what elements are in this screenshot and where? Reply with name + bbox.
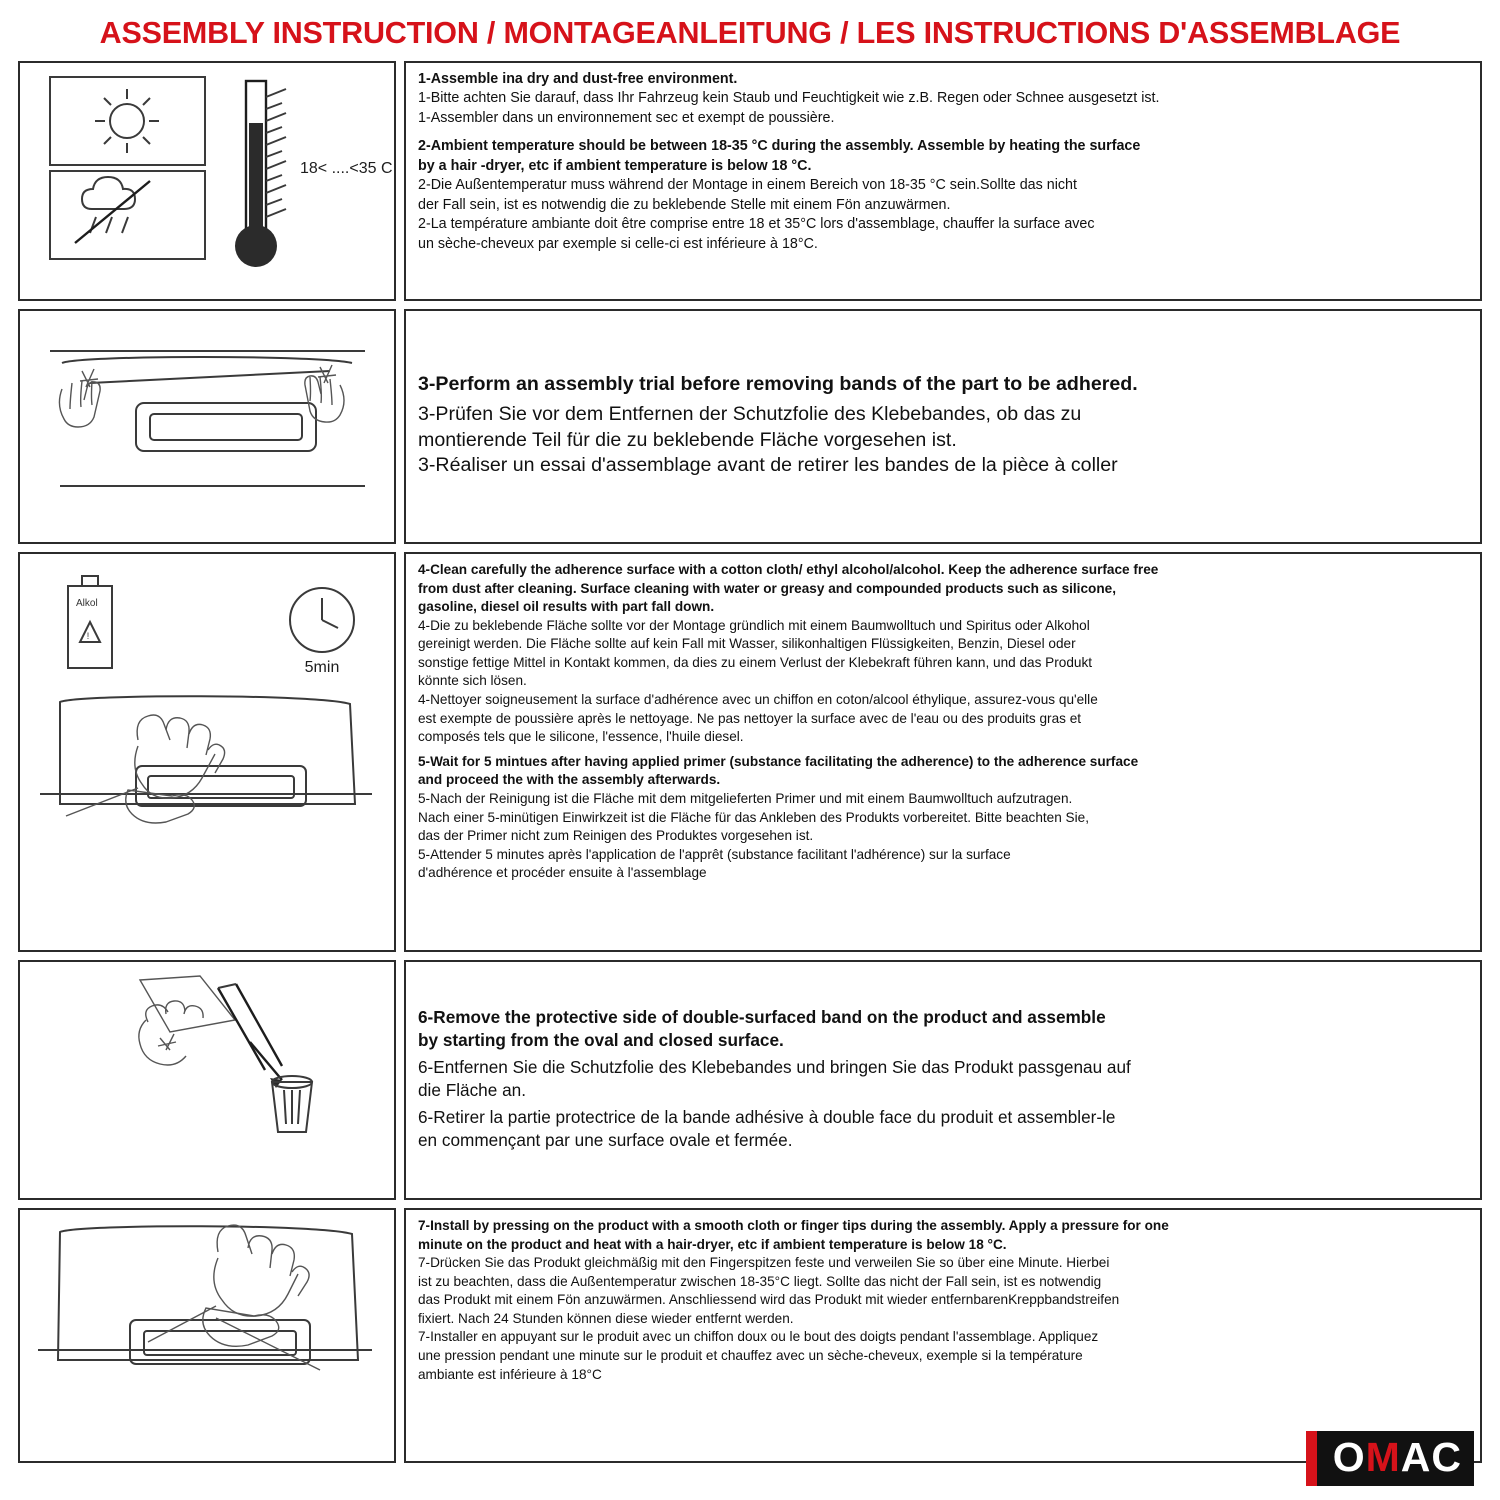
step-4-fr-1: 4-Nettoyer soigneusement la surface d'adhérence avec un chiffon en coton/alcool éthylique, assurez-vous qu'elle (418, 692, 1098, 708)
step-6-en-2: by starting from the oval and closed surface. (418, 1030, 784, 1051)
step-7-en-1: 7-Install by pressing on the product with a smooth cloth or finger tips during the assembly. Apply a pressure for one (418, 1218, 1169, 1233)
logo-letters-ac: AC (1400, 1434, 1462, 1480)
step-5-fr-1: 5-Attender 5 minutes après l'application de l'apprêt (substance facilitant l'adhérence) sur la surface (418, 846, 1011, 862)
step-7-fr-2: une pression pendant une minute sur le produit et chauffez avec un sèche-cheveux, exemple si la température (418, 1348, 1083, 1364)
step-2-de-1: 2-Die Außentemperatur muss während der Montage in einem Bereich von 18-35 °C sein.Sollte das nicht (418, 177, 1077, 194)
step-5-en-1: 5-Wait for 5 mintues after having applied primer (substance facilitating the adherence) to the adherence surface (418, 753, 1139, 769)
step-4-de-1: 4-Die zu beklebende Fläche sollte vor der Montage gründlich mit einem Baumwolltuch und Spiritus oder Alkohol (418, 617, 1090, 633)
step-4-de-4: könnte sich lösen. (418, 673, 527, 689)
step-row-6 (18, 960, 1482, 1200)
step-4-en-3: gasoline, diesel oil results with part fall down. (418, 599, 715, 615)
step-2-en-1: 2-Ambient temperature should be between 18-35 °C during the assembly. Assemble by heating the surface (418, 138, 1141, 155)
step-text-1-2 (404, 61, 1482, 301)
step-text-7 (404, 1208, 1482, 1463)
step-3-de-1: 3-Prüfen Sie vor dem Entfernen der Schutzfolie des Klebebandes, ob das zu (418, 402, 1082, 425)
step-5-de-3: das der Primer nicht zum Reinigen des Produktes vorgesehen ist. (418, 828, 814, 844)
step-4-de-2: gereinigt werden. Die Fläche sollte auf kein Fall mit Wasser, silikonhaltigen Flüssigkeiten, Benzin, Diesel oder (418, 636, 1076, 652)
step-2-en-2: by a hair -dryer, etc if ambient temperature is below 18 °C. (418, 157, 812, 174)
svg-text:!: ! (86, 631, 90, 641)
step-2-fr-2: un sèche-cheveux par exemple si celle-ci est inférieure à 18°C. (418, 235, 818, 252)
logo-letter-m: M (1365, 1434, 1401, 1480)
step-3-fr: 3-Réaliser un essai d'assemblage avant de retirer les bandes de la pièce à coller (418, 454, 1118, 477)
logo-text (1317, 1431, 1474, 1486)
temperature-range-label: 18< ....<35 C (300, 160, 393, 177)
step-6-de-2: die Fläche an. (418, 1080, 526, 1100)
step-7-de-1: 7-Drücken Sie das Produkt gleichmäßig mit den Fingerspitzen feste und verweilen Sie so über eine Minute. Hierbei (418, 1255, 1110, 1271)
step-5-de-2: Nach einer 5-minütigen Einwirkzeit ist die Fläche für das Ankleben des Produkts vorbereitet. Bitte beachten Sie, (418, 809, 1089, 825)
logo-red-bar (1306, 1431, 1317, 1486)
logo-letter-o: O (1332, 1434, 1366, 1480)
step-6-fr-2: en commençant par une surface ovale et fermée. (418, 1129, 793, 1150)
step-7-fr-3: ambiante est inférieure à 18°C (418, 1366, 602, 1382)
step-5-fr-2: d'adhérence et procéder ensuite à l'assemblage (418, 865, 707, 881)
step-7-de-2: ist zu beachten, dass die Außentemperatur zwischen 18-35°C liegt. Sollte das nicht der Fall sein, ist es notwendig (418, 1273, 1102, 1289)
figure-1 (18, 61, 396, 301)
step-4-en-1: 4-Clean carefully the adherence surface with a cotton cloth/ ethyl alcohol/alcohol. Keep the adherence surface free (418, 562, 1159, 577)
figure-3 (18, 552, 396, 952)
step-text-6 (404, 960, 1482, 1200)
step-row-1 (18, 61, 1482, 301)
step-1-fr: 1-Assembler dans un environnement sec et exempt de poussière. (418, 109, 835, 126)
step-3-en: 3-Perform an assembly trial before removing bands of the part to be adhered. (418, 372, 1138, 395)
step-row-7 (18, 1208, 1482, 1463)
step-5-en-2: and proceed the with the assembly afterwards. (418, 772, 721, 788)
step-5-de-1: 5-Nach der Reinigung ist die Fläche mit dem mitgelieferten Primer und mit einem Baumwolltuch aufzutragen. (418, 790, 1073, 806)
step-4-en-2: from dust after cleaning. Surface cleaning with water or greasy and compounded products such as silicone, (418, 580, 1116, 596)
timer-label: 5min (304, 659, 340, 676)
step-2-de-2: der Fall sein, ist es notwendig die zu beklebende Stelle mit einem Fön anzuwärmen. (418, 196, 951, 213)
step-7-fr-1: 7-Installer en appuyant sur le produit avec un chiffon doux ou le bout des doigts pendant l'assemblage. Appliquez (418, 1329, 1099, 1345)
step-text-3 (404, 309, 1482, 544)
step-7-de-3: das Produkt mit einem Fön anzuwärmen. Anschliessend wird das Produkt mit wieder entfernbarenKreppbandstreifen (418, 1292, 1120, 1308)
step-4-fr-3: composés tels que le silicone, l'essence, l'huile diesel. (418, 729, 744, 745)
step-row-3 (18, 309, 1482, 544)
step-3-de-2: montierende Teil für die zu beklebende Fläche vorgesehen ist. (418, 428, 957, 451)
figure-4 (18, 960, 396, 1200)
step-1-en: 1-Assemble ina dry and dust-free environment. (418, 71, 738, 87)
figure-5 (18, 1208, 396, 1463)
page-title: ASSEMBLY INSTRUCTION / MONTAGEANLEITUNG / LES INSTRUCTIONS D'ASSEMBLAGE (99, 16, 1401, 50)
step-6-en-1: 6-Remove the protective side of double-surfaced band on the product and assemble (418, 1007, 1106, 1028)
step-1-de: 1-Bitte achten Sie darauf, dass Ihr Fahrzeug kein Staub und Feuchtigkeit wie z.B. Regen oder Schnee ausgesetzt ist. (418, 90, 1160, 107)
step-row-4-5 (18, 552, 1482, 952)
figure-2 (18, 309, 396, 544)
omac-logo (1306, 1431, 1474, 1486)
alcohol-bottle-label: Alkol (76, 598, 98, 609)
step-6-de-1: 6-Entfernen Sie die Schutzfolie des Klebebandes und bringen Sie das Produkt passgenau auf (418, 1057, 1131, 1078)
step-4-de-3: sonstige fettige Mittel in Kontakt kommen, da dies zu einem Verlust der Klebekraft führen kann, und das Produkt (418, 654, 1093, 670)
step-2-fr-1: 2-La température ambiante doit être comprise entre 18 et 35°C lors d'assemblage, chauffer la surface avec (418, 216, 1095, 233)
step-7-de-4: fixiert. Nach 24 Stunden können diese wieder entfernt werden. (418, 1310, 794, 1326)
step-4-fr-2: est exempte de poussière après le nettoyage. Ne pas nettoyer la surface avec de l'eau ou des produits gras et (418, 710, 1082, 726)
step-6-fr-1: 6-Retirer la partie protectrice de la bande adhésive à double face du produit et assembler-le (418, 1106, 1116, 1127)
step-7-en-2: minute on the product and heat with a hair-dryer, etc if ambient temperature is below 18 °C. (418, 1236, 1007, 1252)
step-text-4-5 (404, 552, 1482, 952)
